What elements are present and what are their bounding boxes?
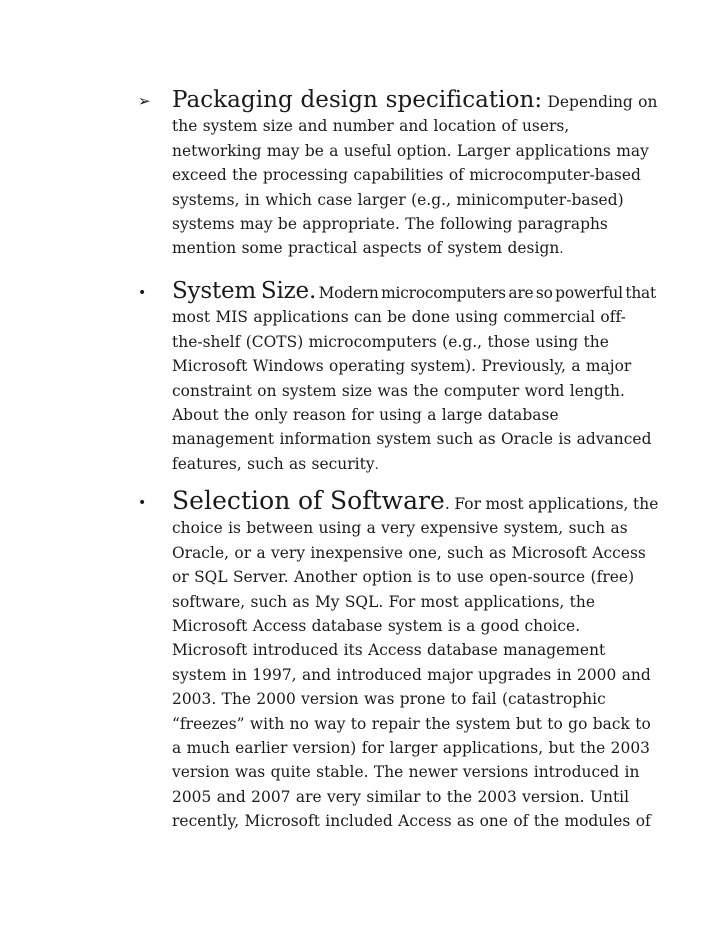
paragraph-line: systems may be appropriate. The following paragraphs [172,215,608,234]
section-heading-system-size: System Size. [172,278,317,304]
paragraph-line: constraint on system size was the computer word length. [172,381,625,400]
paragraph-lead-text: . For most applications, the [444,495,659,513]
paragraph-line: Microsoft introduced its Access database management [172,641,606,660]
paragraph-system-size [172,279,658,478]
paragraph-line: management information system such as Oracle is advanced [172,430,652,449]
paragraph-line: version was quite stable. The newer versions introduced in [172,763,640,782]
paragraph-line-text: mention some practical aspects of system design [172,239,560,258]
list-item-system-size [138,279,658,478]
paragraph-line: Microsoft Access database system is a good choice. [172,617,581,636]
paragraph-line: choice is between using a very expensive system, such as [172,519,628,538]
section-heading-selection-of-software: Selection of Software [172,486,445,515]
paragraph-line: or SQL Server. Another option is to use open-source (free) [172,568,635,587]
paragraph-line: Oracle, or a very inexpensive one, such as Microsoft Access [172,543,646,562]
paragraph-line: the-shelf (COTS) microcomputers (e.g., those using the [172,332,609,351]
paragraph-selection-of-software [172,486,659,834]
paragraph-line: a much earlier version) for larger applications, but the 2003 [172,739,651,758]
paragraph-first-line [172,486,659,516]
paragraph-line: recently, Microsoft included Access as one of the modules of [172,812,651,831]
paragraph-line-text: features, such as security [172,454,375,473]
paragraph-end-period: . [559,242,564,258]
paragraph-line: the system size and number and location of users, [172,117,570,136]
paragraph-first-line [172,88,658,114]
paragraph-line: most MIS applications can be done using commercial off- [172,308,626,327]
paragraph-line: system in 1997, and introduced major upgrades in 2000 and [172,665,651,684]
list-item-packaging-design [138,88,658,263]
paragraph-line: 2003. The 2000 version was prone to fail (catastrophic [172,690,606,709]
paragraph-line: “freezes” with no way to repair the system but to go back to [172,714,651,733]
arrow-bullet-icon: ➢ [138,92,151,110]
paragraph-line [172,236,658,262]
paragraph-line: systems, in which case larger (e.g., minicomputer-based) [172,190,624,209]
paragraph-line [172,452,658,478]
paragraph-first-line [172,279,658,305]
paragraph-line: software, such as My SQL. For most applications, the [172,592,596,611]
paragraph-line: exceed the processing capabilities of microcomputer-based [172,166,641,185]
paragraph-packaging-design [172,88,658,263]
paragraph-lead-text: Depending on [542,93,658,111]
paragraph-end-period: . [374,457,379,473]
list-item-selection-of-software [138,486,659,834]
paragraph-line: 2005 and 2007 are very similar to the 2003 version. Until [172,787,630,806]
paragraph-line: Microsoft Windows operating system). Previously, a major [172,357,632,376]
paragraph-line: networking may be a useful option. Larger applications may [172,141,649,160]
paragraph-line: About the only reason for using a large database [172,406,559,425]
section-heading-packaging-design: Packaging design specification: [172,87,543,113]
bullet-dot-icon: • [138,285,147,301]
bullet-dot-icon: • [138,495,147,511]
paragraph-lead-text: Modern microcomputers are so powerful that [316,284,657,302]
